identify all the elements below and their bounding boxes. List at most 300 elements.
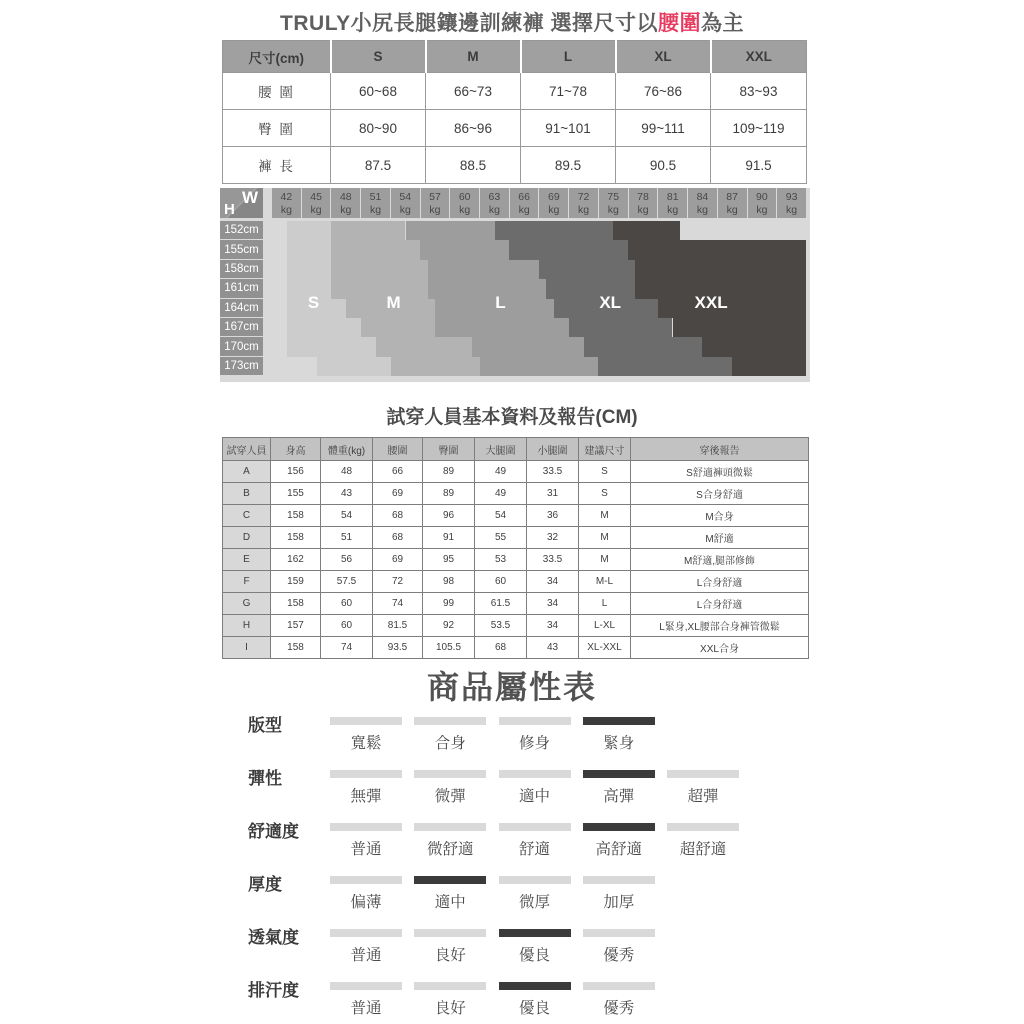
tester-value-cell: 43	[321, 483, 373, 505]
tester-person-cell: E	[223, 549, 271, 571]
tester-table-title: 試穿人員基本資料及報告(CM)	[386, 407, 638, 428]
size-table-value-cell: 91.5	[711, 147, 807, 184]
tester-report-cell: L合身舒適	[631, 571, 809, 593]
weight-unit: kg	[459, 203, 471, 216]
tester-value-cell: M	[579, 505, 631, 527]
weight-unit: kg	[369, 203, 382, 216]
weight-unit: kg	[340, 203, 352, 216]
height-label-cell: 161cm	[220, 279, 263, 297]
attribute-bar-selected	[583, 770, 655, 778]
attribute-option-label: 微彈	[434, 788, 466, 805]
tester-table-header-cell: 建議尺寸	[579, 438, 631, 461]
attribute-option	[330, 819, 402, 859]
size-band-segment-l	[420, 240, 509, 259]
size-table-value-cell: 89.5	[521, 147, 616, 184]
size-table-row-label: 腰 圍	[223, 73, 331, 110]
tester-table-header-cell: 臀圍	[423, 438, 475, 461]
attribute-option	[414, 713, 486, 753]
tester-person-cell: B	[223, 483, 271, 505]
attribute-bar	[499, 823, 571, 831]
tester-report-cell: S舒適褲頭微鬆	[631, 461, 809, 483]
weight-header-cell	[331, 188, 360, 218]
attribute-bar	[330, 982, 402, 990]
tester-table-row	[223, 527, 809, 549]
attribute-bar	[583, 876, 655, 884]
tester-table-header-row	[223, 438, 809, 461]
size-table-header-cell: 尺寸(cm)	[223, 41, 331, 73]
tester-value-cell: 162	[271, 549, 321, 571]
tester-value-cell: 89	[423, 483, 475, 505]
weight-header-cell	[539, 188, 568, 218]
tester-value-cell: 53.5	[475, 615, 527, 637]
weight-unit: kg	[488, 203, 500, 216]
height-axis-letter: H	[224, 201, 235, 218]
weight-unit: kg	[726, 203, 738, 216]
size-band-segment-xl	[584, 337, 703, 356]
size-table-value-cell: 90.5	[616, 147, 711, 184]
tester-value-cell: 68	[475, 637, 527, 659]
weight-header-cell	[272, 188, 301, 218]
tester-value-cell: 33.5	[527, 549, 579, 571]
size-table-value-cell: 99~111	[616, 110, 711, 147]
tester-report-cell: M舒適	[631, 527, 809, 549]
attribute-bar	[499, 876, 571, 884]
size-band-label-l: L	[495, 293, 506, 312]
attribute-option-label: 優良	[518, 947, 550, 964]
tester-value-cell: 91	[423, 527, 475, 549]
tester-value-cell: 89	[423, 461, 475, 483]
attribute-bar	[583, 982, 655, 990]
height-label-cell: 173cm	[220, 357, 263, 375]
tester-value-cell: 105.5	[423, 637, 475, 659]
size-band-segment-m	[361, 318, 435, 337]
size-table-header-cell: XXL	[711, 41, 807, 73]
weight-header-cell	[599, 188, 628, 218]
attribute-bar-selected	[499, 929, 571, 937]
height-label-cell: 152cm	[220, 221, 263, 239]
attribute-option-label: 超舒適	[679, 841, 727, 858]
tester-value-cell: 33.5	[527, 461, 579, 483]
tester-value-cell: L	[579, 593, 631, 615]
attribute-option-label: 普通	[350, 841, 382, 858]
size-table-header-cell: L	[521, 41, 616, 73]
weight-header-cell	[510, 188, 539, 218]
size-band-segment-m	[331, 260, 427, 279]
attribute-option	[667, 819, 739, 859]
weight-header-cell	[569, 188, 598, 218]
size-table-value-cell: 91~101	[521, 110, 616, 147]
size-band-segment-m	[331, 240, 420, 259]
attribute-option	[499, 978, 571, 1018]
attribute-option	[583, 872, 655, 912]
tester-table-row	[223, 637, 809, 659]
size-band-segment-xl	[598, 357, 732, 376]
tester-person-cell: H	[223, 615, 271, 637]
attribute-option-label: 寬鬆	[350, 735, 382, 752]
weight-header-cell	[450, 188, 479, 218]
attribute-option-label: 優秀	[603, 1000, 635, 1017]
weight-unit: kg	[548, 203, 560, 216]
attribute-option	[583, 978, 655, 1018]
attribute-bar	[414, 717, 486, 725]
weight-value: 45	[310, 191, 322, 203]
attribute-category-label: 版型	[248, 716, 282, 735]
tester-value-cell: 56	[321, 549, 373, 571]
tester-value-cell: L-XL	[579, 615, 631, 637]
size-band-segment-xl	[569, 318, 673, 337]
tester-table-header-cell: 腰圍	[373, 438, 423, 461]
attribute-option	[667, 766, 739, 806]
size-table-row-label: 褲 長	[223, 147, 331, 184]
tester-value-cell: 49	[475, 461, 527, 483]
attribute-option	[330, 872, 402, 912]
tester-table-row	[223, 483, 809, 505]
attribute-option-label: 良好	[434, 1000, 466, 1017]
size-band-label-xxl: XXL	[694, 293, 728, 312]
size-band-segment-xxl	[628, 240, 806, 259]
tester-person-cell: A	[223, 461, 271, 483]
attribute-option	[414, 872, 486, 912]
tester-value-cell: 74	[321, 637, 373, 659]
tester-value-cell: 49	[475, 483, 527, 505]
weight-value: 69	[547, 191, 560, 203]
tester-value-cell: 155	[271, 483, 321, 505]
size-table-value-cell: 87.5	[331, 147, 426, 184]
tester-value-cell: 72	[373, 571, 423, 593]
attribute-option-label: 無彈	[350, 788, 382, 805]
tester-report-cell: L合身舒適	[631, 593, 809, 615]
attribute-option-label: 舒適	[518, 841, 550, 858]
weight-unit: kg	[667, 203, 679, 216]
tester-value-cell: 34	[527, 571, 579, 593]
attribute-option	[330, 713, 402, 753]
size-table-value-cell: 71~78	[521, 73, 616, 110]
weight-value: 60	[458, 191, 471, 203]
size-band-segment-s	[287, 318, 361, 337]
tester-person-cell: I	[223, 637, 271, 659]
tester-value-cell: 54	[475, 505, 527, 527]
tester-value-cell: 32	[527, 527, 579, 549]
weight-header-cell	[748, 188, 777, 218]
attribute-option	[583, 766, 655, 806]
size-band-segment-s	[287, 240, 332, 259]
tester-table-row	[223, 461, 809, 483]
size-table-value-cell: 80~90	[331, 110, 426, 147]
size-band-segment-m	[376, 337, 472, 356]
attribute-bar	[330, 929, 402, 937]
attribute-option-label: 適中	[434, 894, 466, 911]
attribute-option-label: 高彈	[603, 788, 635, 805]
tester-value-cell: 158	[271, 593, 321, 615]
weight-value: 78	[637, 191, 649, 203]
weight-unit: kg	[518, 203, 530, 216]
attribute-row	[0, 766, 1024, 812]
attribute-option-label: 加厚	[603, 894, 635, 911]
weight-header-cell	[421, 188, 450, 218]
weight-header-cell	[480, 188, 509, 218]
attribute-option	[499, 766, 571, 806]
size-band-segment-l	[428, 260, 539, 279]
tester-report-cell: S合身舒適	[631, 483, 809, 505]
tester-value-cell: 74	[373, 593, 423, 615]
size-band-segment-xxl	[732, 357, 806, 376]
attribute-option-label: 優良	[518, 1000, 550, 1017]
attribute-option	[330, 978, 402, 1018]
size-table-header-row	[223, 41, 807, 73]
attribute-option-label: 偏薄	[350, 894, 382, 911]
weight-unit: kg	[607, 203, 619, 216]
size-band-segment-xl	[546, 279, 635, 298]
weight-unit: kg	[578, 203, 590, 216]
attribute-option-label: 修身	[518, 735, 550, 752]
size-table-header-cell: XL	[616, 41, 711, 73]
tester-table-header-cell: 體重(kg)	[321, 438, 373, 461]
tester-table-row	[223, 593, 809, 615]
attribute-bar	[583, 929, 655, 937]
attribute-option-label: 適中	[518, 788, 550, 805]
tester-value-cell: 93.5	[373, 637, 423, 659]
attribute-option-label: 普通	[350, 947, 382, 964]
attribute-table-title: 商品屬性表	[426, 669, 597, 705]
height-label-cell: 155cm	[220, 240, 263, 258]
height-label-cell: 164cm	[220, 299, 263, 317]
tester-person-cell: C	[223, 505, 271, 527]
tester-value-cell: 156	[271, 461, 321, 483]
tester-value-cell: 60	[475, 571, 527, 593]
attribute-option-label: 微舒適	[426, 841, 474, 858]
attribute-row	[0, 978, 1024, 1024]
tester-value-cell: M	[579, 549, 631, 571]
tester-value-cell: 81.5	[373, 615, 423, 637]
attribute-bar	[330, 823, 402, 831]
attribute-option	[583, 713, 655, 753]
tester-table-header-cell: 穿後報告	[631, 438, 809, 461]
attribute-option	[499, 925, 571, 965]
attribute-option-label: 微厚	[518, 894, 550, 911]
height-label-column	[220, 221, 263, 376]
attribute-bar	[667, 770, 739, 778]
weight-axis-letter: W	[241, 188, 258, 207]
height-label-cell: 158cm	[220, 260, 263, 278]
tester-value-cell: 55	[475, 527, 527, 549]
attribute-bar-selected	[583, 717, 655, 725]
tester-value-cell: 60	[321, 615, 373, 637]
attribute-option	[414, 925, 486, 965]
weight-unit: kg	[280, 203, 292, 216]
tester-value-cell: 66	[373, 461, 423, 483]
attribute-option-label: 普通	[350, 1000, 382, 1017]
attribute-bar-selected	[499, 982, 571, 990]
tester-value-cell: 51	[321, 527, 373, 549]
tester-report-cell: M舒適,腿部修飾	[631, 549, 809, 571]
page-title-prefix: TRULY小尻長腿鑲邊訓練褲 選擇尺寸以	[280, 12, 658, 35]
tester-report-cell: M合身	[631, 505, 809, 527]
attribute-option	[414, 766, 486, 806]
weight-value: 54	[399, 191, 412, 203]
attribute-option	[414, 978, 486, 1018]
attribute-option-label: 合身	[434, 735, 466, 752]
tester-table-row	[223, 505, 809, 527]
weight-value: 48	[339, 191, 352, 203]
attribute-bar	[414, 823, 486, 831]
tester-report-table	[222, 437, 809, 659]
weight-unit: kg	[429, 203, 441, 216]
tester-value-cell: 31	[527, 483, 579, 505]
attribute-bar-selected	[414, 876, 486, 884]
size-band-segment-s	[287, 221, 332, 240]
hw-corner-cell	[220, 188, 263, 218]
size-band-label-xl: XL	[599, 293, 622, 312]
weight-value: 87	[726, 191, 738, 203]
weight-value: 75	[607, 191, 620, 203]
tester-value-cell: 158	[271, 505, 321, 527]
height-label-cell: 170cm	[220, 337, 263, 355]
attribute-option-label: 優秀	[603, 947, 635, 964]
attribute-category-label: 舒適度	[248, 822, 299, 841]
attribute-category-label: 排汗度	[248, 981, 299, 1000]
size-table-value-cell: 88.5	[426, 147, 521, 184]
attribute-bar	[414, 770, 486, 778]
weight-header-row	[272, 188, 806, 218]
weight-header-cell	[718, 188, 747, 218]
size-band-segment-xl	[509, 240, 628, 259]
tester-report-cell: XXL合身	[631, 637, 809, 659]
weight-value: 63	[488, 191, 501, 203]
weight-value: 81	[666, 191, 679, 203]
attribute-option	[499, 713, 571, 753]
attribute-option	[499, 819, 571, 859]
tester-table-row	[223, 571, 809, 593]
attribute-bar	[330, 876, 402, 884]
tester-report-cell: L緊身,XL腰部合身褲管微鬆	[631, 615, 809, 637]
tester-value-cell: 99	[423, 593, 475, 615]
tester-value-cell: XL-XXL	[579, 637, 631, 659]
tester-value-cell: 92	[423, 615, 475, 637]
weight-value: 57	[429, 191, 441, 203]
size-band-segment-l	[406, 221, 495, 240]
attribute-option-label: 高舒適	[595, 841, 642, 858]
tester-value-cell: 68	[373, 505, 423, 527]
weight-header-cell	[361, 188, 390, 218]
size-table-value-cell: 60~68	[331, 73, 426, 110]
tester-table-header-cell: 身高	[271, 438, 321, 461]
attribute-option	[583, 925, 655, 965]
page-title-suffix: 為主	[700, 12, 744, 35]
tester-value-cell: 34	[527, 615, 579, 637]
weight-header-cell	[658, 188, 687, 218]
size-band-segment-m	[331, 279, 427, 298]
weight-unit: kg	[786, 203, 798, 216]
height-weight-size-chart	[220, 188, 810, 382]
size-table-header-cell: S	[331, 41, 426, 73]
attribute-option-label: 超彈	[687, 788, 719, 805]
weight-value: 93	[785, 191, 798, 203]
size-band-label-s: S	[307, 293, 320, 312]
weight-header-cell	[302, 188, 331, 218]
tester-value-cell: 36	[527, 505, 579, 527]
attribute-bar	[330, 717, 402, 725]
attribute-option-label: 良好	[434, 947, 466, 964]
weight-header-cell	[629, 188, 658, 218]
attribute-option	[330, 925, 402, 965]
attribute-row	[0, 819, 1024, 865]
attribute-bar-selected	[583, 823, 655, 831]
attribute-option-label: 緊身	[603, 735, 635, 752]
tester-value-cell: S	[579, 483, 631, 505]
tester-value-cell: 96	[423, 505, 475, 527]
tester-value-cell: 48	[321, 461, 373, 483]
size-band-label-m: M	[386, 293, 401, 312]
attribute-option	[330, 766, 402, 806]
size-band-segment-m	[331, 221, 405, 240]
weight-value: 66	[518, 191, 530, 203]
attribute-row	[0, 713, 1024, 759]
size-table-header-cell: M	[426, 41, 521, 73]
tester-value-cell: 57.5	[321, 571, 373, 593]
attribute-bar	[414, 929, 486, 937]
tester-value-cell: 95	[423, 549, 475, 571]
tester-value-cell: 158	[271, 637, 321, 659]
size-band-segment-l	[472, 337, 583, 356]
tester-table-row	[223, 615, 809, 637]
size-band-segment-xxl	[658, 299, 806, 318]
tester-value-cell: 60	[321, 593, 373, 615]
size-table	[222, 40, 807, 184]
tester-value-cell: S	[579, 461, 631, 483]
size-band-area	[272, 221, 806, 376]
size-table-row	[223, 110, 807, 147]
size-band-segment-l	[480, 357, 599, 376]
attribute-bar	[499, 770, 571, 778]
tester-table-header-cell: 大腿圍	[475, 438, 527, 461]
tester-value-cell: 53	[475, 549, 527, 571]
tester-person-cell: D	[223, 527, 271, 549]
height-label-cell: 167cm	[220, 318, 263, 336]
weight-unit: kg	[696, 203, 708, 216]
tester-value-cell: M	[579, 527, 631, 549]
attribute-bar	[667, 823, 739, 831]
size-band-segment-s	[317, 357, 391, 376]
weight-header-cell	[391, 188, 420, 218]
weight-unit: kg	[310, 203, 322, 216]
tester-value-cell: 69	[373, 549, 423, 571]
tester-value-cell: M-L	[579, 571, 631, 593]
size-band-segment-m	[391, 357, 480, 376]
attribute-category-label: 厚度	[248, 875, 282, 894]
size-table-value-cell: 86~96	[426, 110, 521, 147]
attribute-row	[0, 872, 1024, 918]
tester-value-cell: 34	[527, 593, 579, 615]
attribute-category-label: 彈性	[248, 769, 282, 788]
weight-value: 72	[577, 191, 590, 203]
weight-unit: kg	[756, 203, 768, 216]
tester-value-cell: 159	[271, 571, 321, 593]
attribute-row	[0, 925, 1024, 971]
weight-header-cell	[688, 188, 717, 218]
size-table-row-label: 臀 圍	[223, 110, 331, 147]
size-band-segment-xxl	[635, 260, 806, 279]
tester-table-row	[223, 549, 809, 571]
tester-value-cell: 98	[423, 571, 475, 593]
weight-value: 51	[369, 191, 382, 203]
tester-person-cell: F	[223, 571, 271, 593]
size-band-segment-s	[287, 337, 376, 356]
attribute-option	[414, 819, 486, 859]
tester-value-cell: 68	[373, 527, 423, 549]
attribute-option	[499, 872, 571, 912]
size-band-segment-s	[287, 260, 332, 279]
page-title	[0, 7, 1024, 37]
